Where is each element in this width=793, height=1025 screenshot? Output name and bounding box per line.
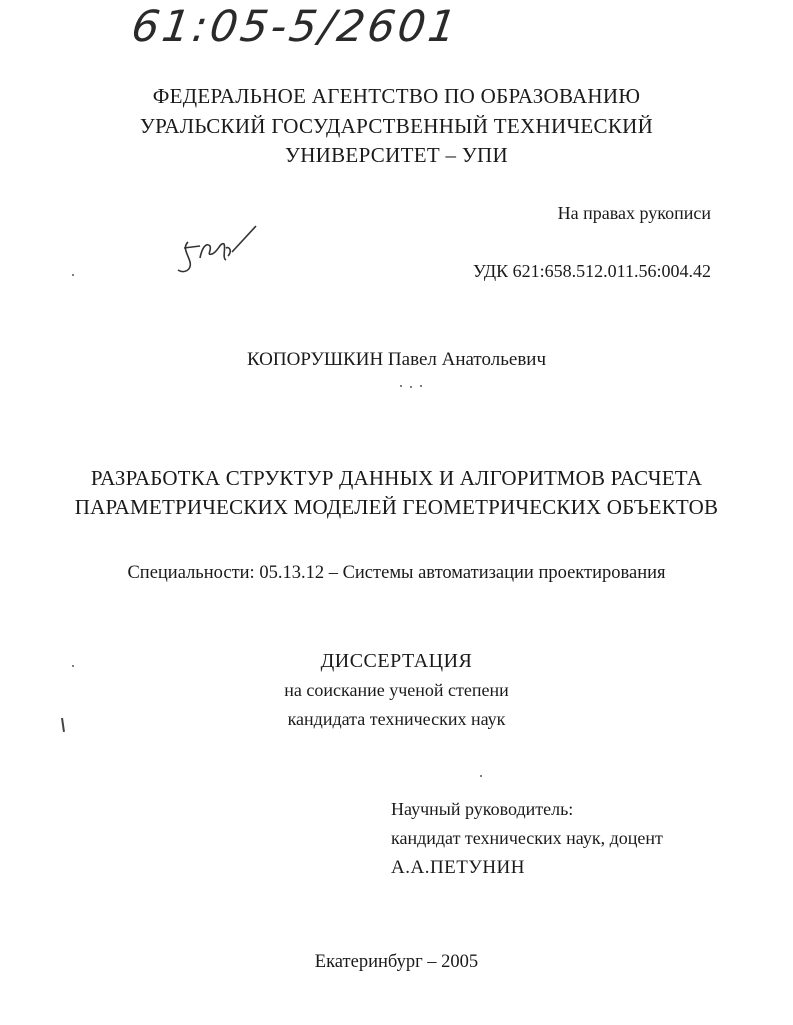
author-name: КОПОРУШКИН Павел Анатольевич — [246, 349, 547, 370]
dissertation-title-line-1: РАЗРАБОТКА СТРУКТУР ДАННЫХ И АЛГОРИТМОВ РАСЧЕТА — [90, 466, 703, 490]
handwritten-catalog-code: 61:05-5/2601 — [128, 2, 463, 52]
dissertation-title-line-2: ПАРАМЕТРИЧЕСКИХ МОДЕЛЕЙ ГЕОМЕТРИЧЕСКИХ ОБЪЕКТОВ — [74, 495, 719, 519]
scan-speck — [72, 665, 74, 667]
supervisor-degree: кандидат технических наук, доцент — [391, 828, 663, 848]
agency-line: ФЕДЕРАЛЬНОЕ АГЕНТСТВО ПО ОБРАЗОВАНИЮ — [152, 84, 641, 108]
document-type: ДИССЕРТАЦИЯ — [320, 650, 473, 672]
degree-line-1: на соискание ученой степени — [284, 680, 509, 700]
manuscript-rights-note: На правах рукописи — [557, 203, 711, 223]
university-line-1: УРАЛЬСКИЙ ГОСУДАРСТВЕННЫЙ ТЕХНИЧЕСКИЙ — [139, 114, 654, 138]
scan-speck — [410, 386, 412, 388]
supervisor-name: А.А.ПЕТУНИН — [391, 857, 525, 878]
supervisor-label: Научный руководитель: — [391, 799, 574, 819]
scan-speck — [400, 385, 402, 387]
degree-line-2: кандидата технических наук — [287, 709, 506, 729]
city-year: Екатеринбург – 2005 — [314, 952, 479, 972]
handwritten-signature — [170, 218, 262, 280]
scan-speck — [420, 385, 422, 387]
specialty-line: Специальности: 05.13.12 – Системы автоматизации проектирования — [127, 563, 666, 583]
scan-speck — [480, 775, 482, 777]
university-line-2: УНИВЕРСИТЕТ – УПИ — [285, 143, 508, 167]
scan-speck — [72, 274, 74, 276]
udc-code: УДК 621:658.512.011.56:004.42 — [472, 261, 711, 281]
